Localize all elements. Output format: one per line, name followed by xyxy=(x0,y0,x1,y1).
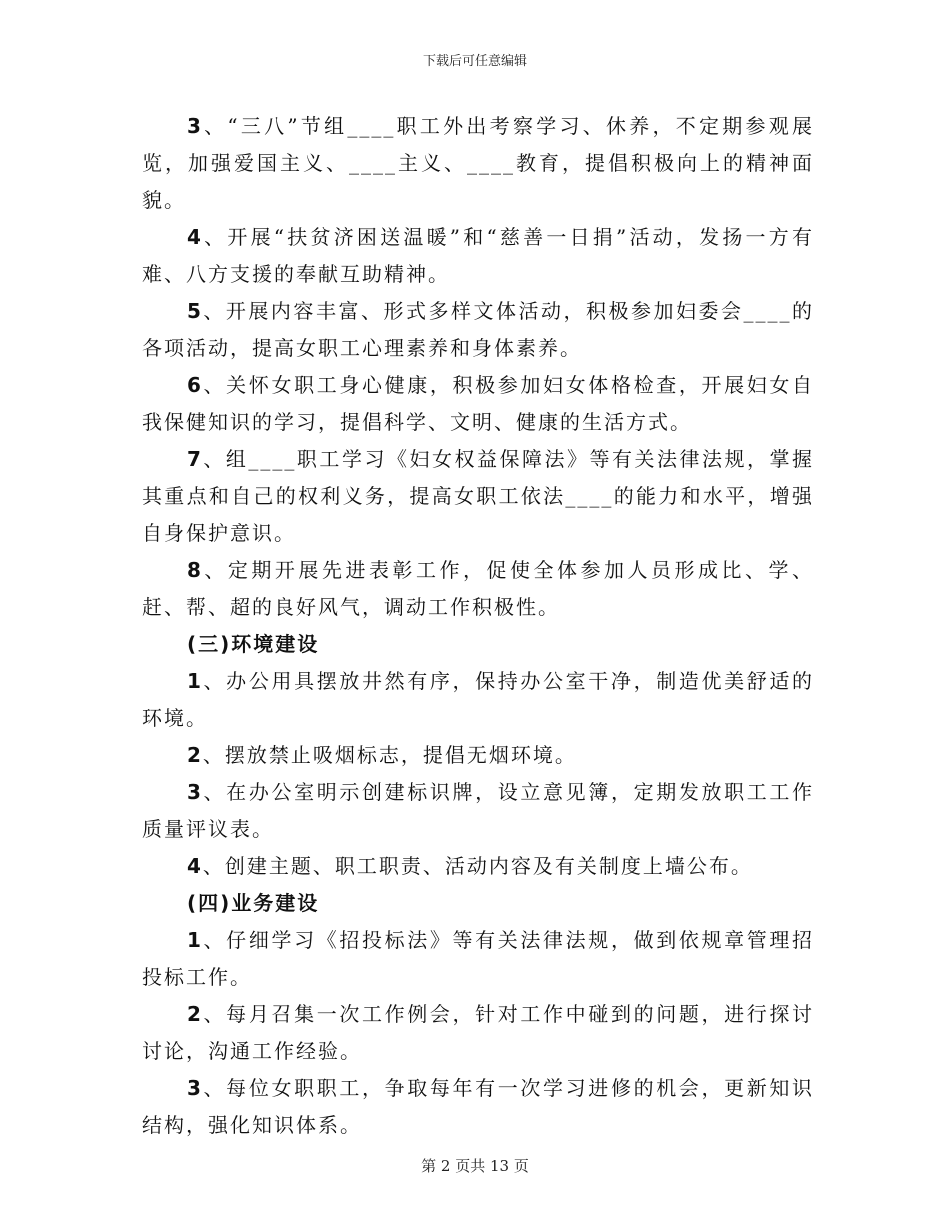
paragraph-further-study xyxy=(142,1070,814,1144)
paragraph-bidding-law xyxy=(142,922,814,996)
paragraph-text: 、开展“扶贫济困送温暖”和“慈善一日捐”活动，发扬一方有难、八方支援的奉献互助精神。 xyxy=(142,225,814,286)
item-number: 5 xyxy=(187,299,203,323)
section-heading-business: (四)业务建设 xyxy=(187,891,320,915)
paragraph-law-study xyxy=(142,441,814,552)
paragraph-women-day-study xyxy=(142,108,814,219)
paragraph-health-care xyxy=(142,367,814,441)
paragraph-office-order xyxy=(142,663,814,737)
paragraph-text: 、开展内容丰富、形式多样文体活动，积极参加妇委会____的各项活动，提高女职工心理素养和身体素养。 xyxy=(142,299,814,360)
document-body xyxy=(142,108,814,1144)
section-heading-environment: (三)环境建设 xyxy=(187,632,320,656)
paragraph-text: 、在办公室明示创建标识牌，设立意见簿，定期发放职工工作质量评议表。 xyxy=(142,780,814,841)
item-number: 1 xyxy=(187,669,203,693)
paragraph-text: 、“三八”节组____职工外出考察学习、休养，不定期参观展览，加强爱国主义、____主义、____教育，提倡积极向上的精神面貌。 xyxy=(142,114,814,212)
paragraph-text: 、摆放禁止吸烟标志，提倡无烟环境。 xyxy=(202,743,577,767)
paragraph-text: 、每位女职职工，争取每年有一次学习进修的机会，更新知识结构，强化知识体系。 xyxy=(142,1076,814,1137)
paragraph-signage xyxy=(142,774,814,848)
item-number: 7 xyxy=(187,447,203,471)
paragraph-text: 、仔细学习《招投标法》等有关法律法规，做到依规章管理招投标工作。 xyxy=(142,928,814,989)
paragraph-text: 、定期开展先进表彰工作，促使全体参加人员形成比、学、赶、帮、超的良好风气，调动工作积极性。 xyxy=(142,558,814,619)
paragraph-no-smoking xyxy=(142,737,814,774)
item-number: 4 xyxy=(187,854,203,878)
paragraph-text: 、办公用具摆放井然有序，保持办公室干净，制造优美舒适的环境。 xyxy=(142,669,814,730)
paragraph-wall-notice xyxy=(142,848,814,885)
paragraph-text: 、创建主题、职工职责、活动内容及有关制度上墙公布。 xyxy=(202,854,753,878)
paragraph-text: 、组____职工学习《妇女权益保障法》等有关法律法规，掌握其重点和自己的权利义务，提高女职工依法____的能力和水平，增强自身保护意识。 xyxy=(142,447,814,545)
paragraph-text: 、每月召集一次工作例会，针对工作中碰到的问题，进行探讨讨论，沟通工作经验。 xyxy=(142,1002,814,1063)
item-number: 3 xyxy=(187,114,203,138)
page-header: 下载后可任意编辑 xyxy=(422,54,527,69)
paragraph-text: 、关怀女职工身心健康，积极参加妇女体格检查，开展妇女自我保健知识的学习，提倡科学、文明、健康的生活方式。 xyxy=(142,373,814,434)
paragraph-cultural-activities xyxy=(142,293,814,367)
item-number: 3 xyxy=(187,780,203,804)
paragraph-monthly-meeting xyxy=(142,996,814,1070)
item-number: 3 xyxy=(187,1076,203,1100)
item-number: 4 xyxy=(187,225,203,249)
paragraph-charity-activities xyxy=(142,219,814,293)
paragraph-commendation xyxy=(142,552,814,626)
item-number: 8 xyxy=(187,558,203,582)
item-number: 2 xyxy=(187,1002,203,1026)
item-number: 1 xyxy=(187,928,203,952)
item-number: 2 xyxy=(187,743,203,767)
item-number: 6 xyxy=(187,373,203,397)
page-footer: 第 2 页共 13 页 xyxy=(421,1157,529,1175)
